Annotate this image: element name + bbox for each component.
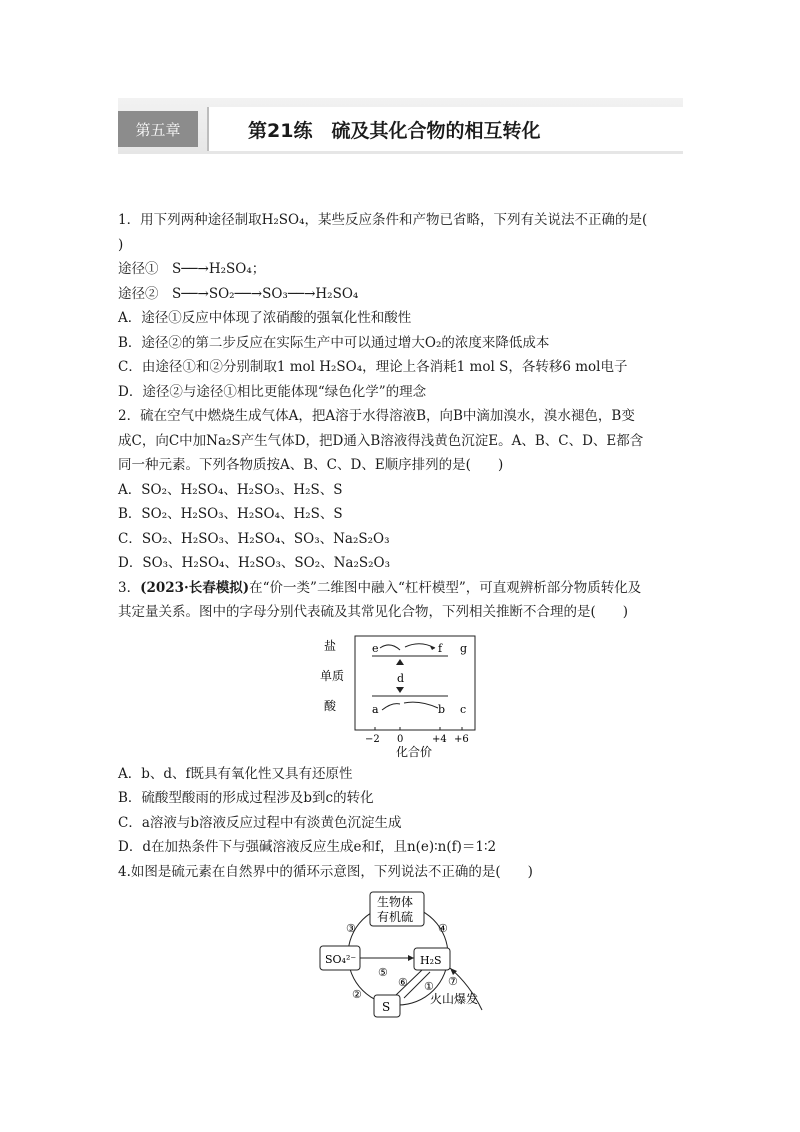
q3-number: 3．: [118, 579, 141, 596]
q1-option-b: B．途径②的第二步反应在实际生产中可以通过增大O₂的浓度来降低成本: [118, 334, 550, 351]
q1-path2: 途径② S──→SO₂──→SO₃──→H₂SO₄: [118, 285, 359, 302]
point-e: e: [372, 642, 379, 655]
point-b: b: [438, 703, 446, 716]
valence-class-diagram: [320, 630, 480, 758]
content: [118, 208, 684, 884]
q1-option-c: C．由途径①和②分别制取1 mol H₂SO₄，理论上各消耗1 mol S，各转移6 mol电子: [118, 359, 628, 375]
x-tick-0: 0: [397, 734, 404, 745]
q3-stem: [118, 576, 684, 601]
q1-option-a: A．途径①反应中体现了浓硝酸的强氧化性和酸性: [118, 310, 412, 326]
h2s-label: H₂S: [420, 954, 442, 967]
organic-box-line1: 生物体: [377, 895, 414, 909]
arrow-b: [404, 702, 438, 708]
q3-option-c: C．a溶液与b溶液反应过程中有淡黄色沉淀生成: [118, 814, 402, 831]
q3-option-a: A．b、d、f既具有氧化性又具有还原性: [118, 765, 353, 782]
x-tick-plus4: +4: [432, 734, 447, 745]
x-axis-label: 化合价: [396, 745, 433, 758]
x-tick-minus2: −2: [365, 734, 380, 745]
q3-option-d: D．d在加热条件下与强碱溶液反应生成e和f，且n(e)∶n(f)＝1∶2: [118, 839, 497, 855]
q2-stem-line2: 成C，向C中加Na₂S产生气体D，把D通入B溶液得浅黄色沉淀E。A、B、C、D、E都含: [118, 432, 644, 449]
sulfur-cycle-diagram: [310, 890, 510, 1025]
fulcrum-down: [396, 687, 404, 693]
q3-stem-rest: 在“价一类”二维图中融入“杠杆模型”，可直观辨析部分物质转化及: [249, 579, 642, 596]
sulfate-label: SO₄²⁻: [325, 953, 357, 966]
fulcrum-up: [396, 659, 404, 665]
y-label-element: 单质: [320, 669, 345, 683]
chapter-tag: 第五章: [118, 111, 198, 147]
label-1: ①: [424, 980, 434, 993]
q3-stem-line2: 其定量关系。图中的字母分别代表硫及其常见化合物，下列相关推断不合理的是( ): [118, 604, 629, 620]
q2-option-c: C．SO₂、H₂SO₃、H₂SO₄、SO₃、Na₂S₂O₃: [118, 530, 390, 547]
volcano-label: 火山爆发: [430, 992, 479, 1006]
sulfur-label: S: [382, 1000, 391, 1014]
point-d: d: [397, 672, 405, 685]
q2-stem-line3: 同一种元素。下列各物质按A、B、C、D、E顺序排列的是( ): [118, 457, 504, 473]
page-title: 第21练 硫及其化合物的相互转化: [248, 120, 541, 142]
q2-option-d: D．SO₃、H₂SO₄、H₂SO₃、SO₂、Na₂S₂O₃: [118, 555, 391, 571]
point-f: f: [438, 642, 443, 655]
q3-option-b: B．硫酸型酸雨的形成过程涉及b到c的转化: [118, 790, 374, 806]
x-tick-plus6: +6: [454, 734, 469, 745]
point-a: a: [372, 703, 379, 716]
q1-option-d: D．途径②与途径①相比更能体现“绿色化学”的理念: [118, 383, 427, 400]
q2-stem-line1: 2．硫在空气中燃烧生成气体A，把A溶于水得溶液B，向B中滴加溴水，溴水褪色，B变: [118, 408, 635, 424]
point-g: g: [460, 642, 468, 655]
arrow-a: [382, 704, 400, 710]
y-label-acid: 酸: [324, 699, 337, 713]
label-2: ②: [352, 988, 362, 1001]
q1-stem: 1．用下列两种途径制取H₂SO₄，某些反应条件和产物已省略，下列有关说法不正确的是(: [118, 212, 648, 228]
label-4: ④: [438, 922, 448, 935]
label-3: ③: [346, 922, 356, 935]
q3-source: (2023·长春模拟): [140, 579, 250, 596]
label-6: ⑥: [398, 976, 408, 989]
q1-stem-end: ): [118, 236, 124, 253]
y-label-salt: 盐: [324, 639, 337, 653]
q2-option-b: B．SO₂、H₂SO₃、H₂SO₄、H₂S、S: [118, 506, 343, 522]
arrow-d-to-f: [405, 644, 435, 648]
point-c: c: [460, 703, 467, 716]
q4-stem: 4.如图是硫元素在自然界中的循环示意图，下列说法不正确的是( ): [118, 863, 533, 880]
label-5: ⑤: [378, 966, 388, 979]
label-7: ⑦: [448, 975, 458, 988]
organic-box-line2: 有机硫: [377, 910, 414, 924]
arrow-d-to-e: [380, 645, 400, 650]
q1-path1: 途径① S──→H₂SO₄；: [118, 261, 266, 277]
q2-option-a: A．SO₂、H₂SO₄、H₂SO₃、H₂S、S: [118, 481, 343, 498]
